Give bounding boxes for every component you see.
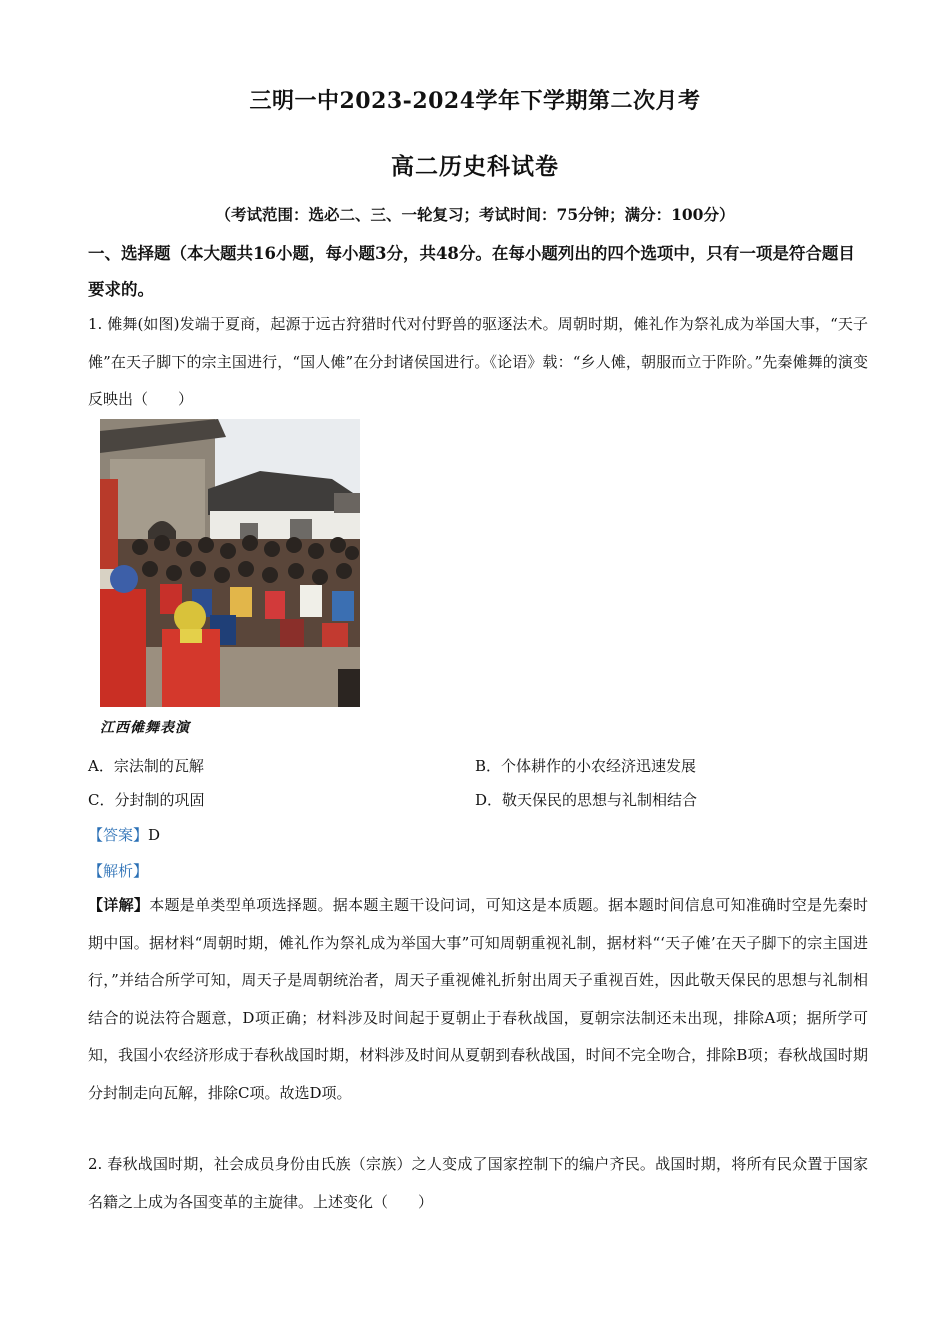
question-1-stem: 1. 傩舞(如图)发端于夏商，起源于远古狩猎时代对付野兽的驱逐法术。周朝时期，傩礼作为祭礼成为举国大事，“天子傩”在天子脚下的宗主国进行，“国人傩”在分封诸侯国进行。《论语》载：“乡人傩，朝服而立于阼阶。”先秦傩舞的演变反映出（ ）	[88, 315, 868, 408]
detail-paragraph	[88, 887, 868, 1112]
question-2-stem: 2. 春秋战国时期，社会成员身份由氏族（宗族）之人变成了国家控制下的编户齐民。战国时期，将所有民众置于国家名籍之上成为各国变革的主旋律。上述变化（ ）	[88, 1155, 868, 1211]
exam-title: 三明一中2023-2024学年下学期第二次月考	[249, 88, 701, 114]
nuo-dance-photo	[100, 419, 360, 707]
detail-text: 本题是单类型单项选择题。据本题主题干设问词，可知这是本质题。据本题时间信息可知准确时空是先秦时期中国。据材料“周朝时期，傩礼作为祭礼成为举国大事”可知周朝重视礼制，据材料“‘天子傩’在天子脚下的宗主国进行，”并结合所学可知，周天子是周朝统治者，周天子重视傩礼折射出周天子重视百姓，因此敬天保民的思想与礼制相结合的说法符合题意，D项正确；材料涉及时间起于夏朝止于春秋战国，夏朝宗法制还未出现，排除A项；据所学可知，我国小农经济形成于春秋战国时期，材料涉及时间从夏朝到春秋战国，时间不完全吻合，排除B项；春秋战国时期分封制走向瓦解，排除C项。故选D项。	[88, 896, 868, 1102]
section-heading: 一、选择题（本大题共16小题，每小题3分，共48分。在每小题列出的四个选项中，只有一项是符合题目要求的。	[88, 244, 855, 299]
analysis-label: 【解析】	[88, 862, 149, 880]
answer-line	[88, 824, 160, 845]
nuo-dance-photo-illustration	[100, 419, 360, 707]
option-c[interactable]: C．分封制的巩固	[88, 791, 205, 809]
option-b[interactable]: B．个体耕作的小农经济迅速发展	[475, 757, 697, 775]
answer-value: D	[148, 826, 161, 844]
option-d[interactable]: D．敬天保民的思想与礼制相结合	[475, 791, 698, 809]
exam-subtitle: 高二历史科试卷	[391, 153, 559, 180]
answer-label: 【答案】	[88, 826, 149, 844]
detail-label: 【详解】	[88, 896, 150, 914]
analysis-line	[88, 860, 148, 881]
photo-caption: 江西傩舞表演	[100, 720, 190, 736]
exam-scope: （考试范围：选必二、三、一轮复习；考试时间：75分钟；满分：100分）	[215, 205, 735, 224]
option-a[interactable]: A．宗法制的瓦解	[88, 757, 204, 775]
